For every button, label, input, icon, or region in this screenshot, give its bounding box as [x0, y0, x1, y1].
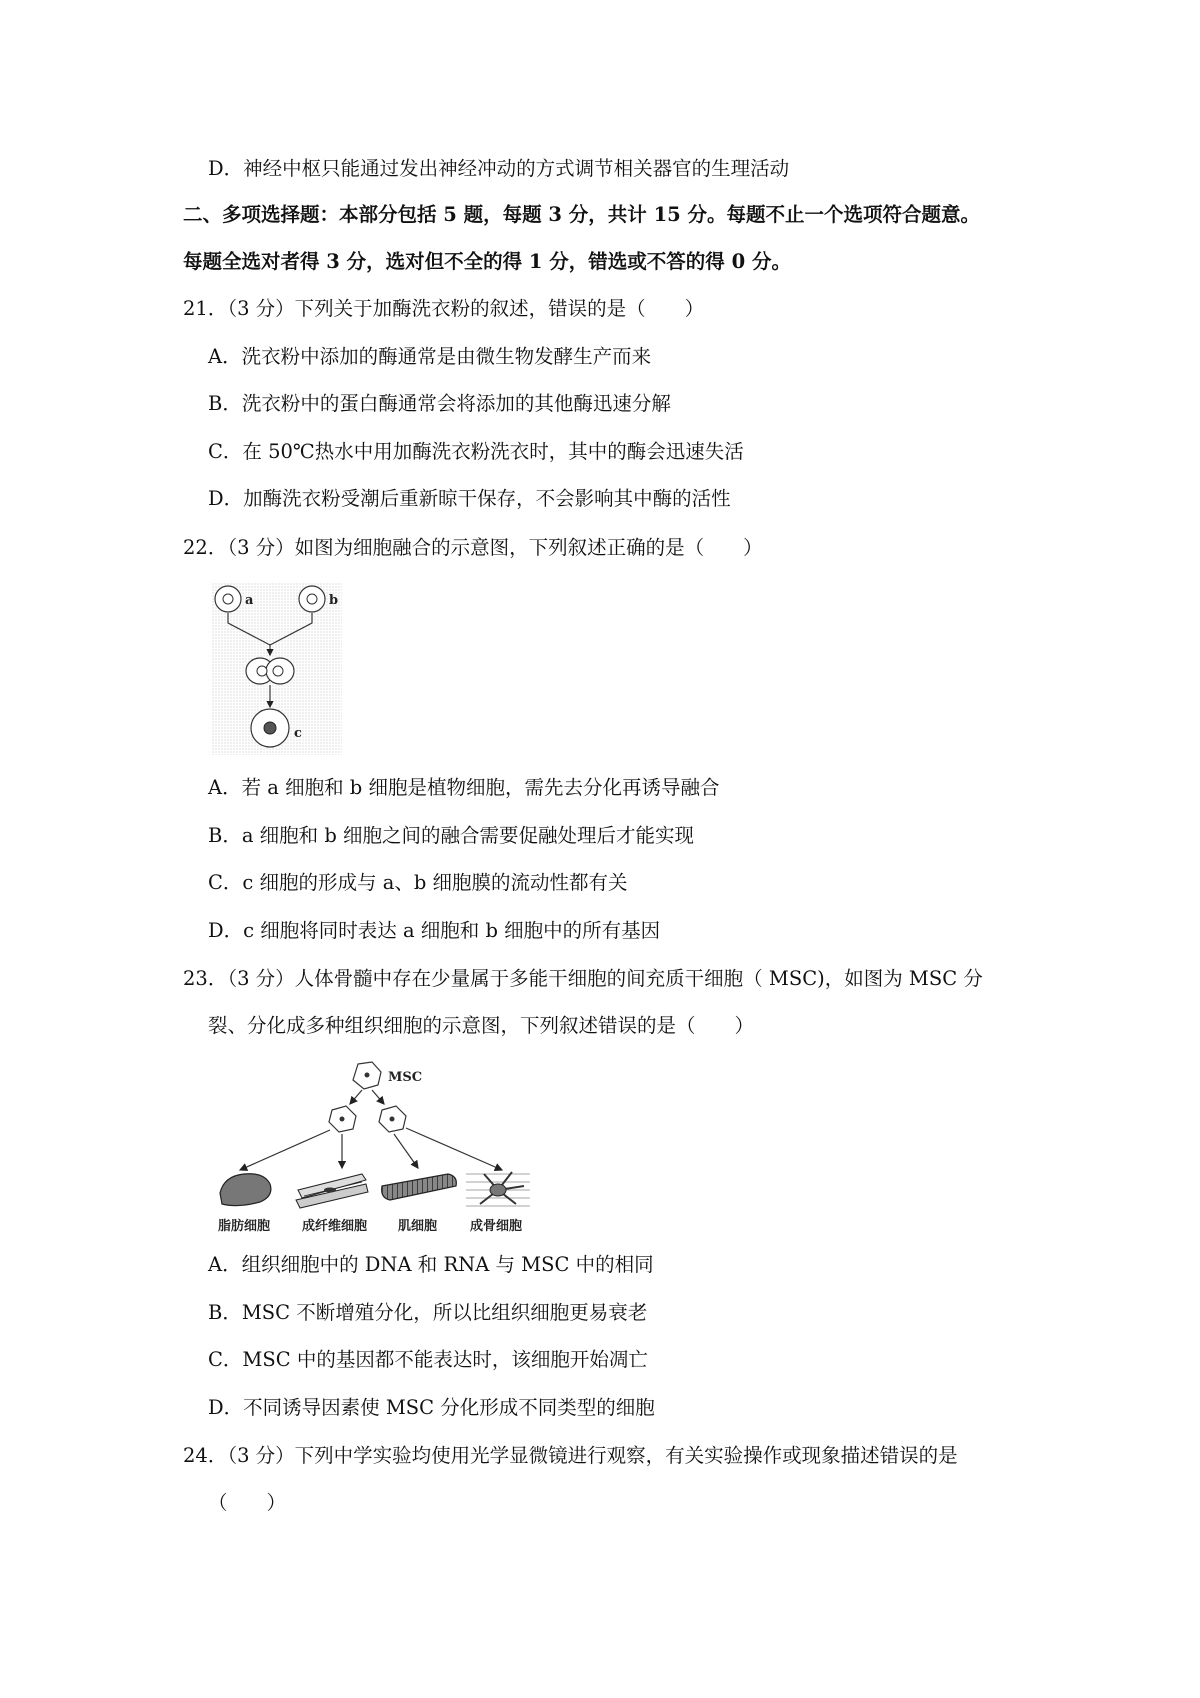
- question-23-option-d: D．不同诱导因素使 MSC 分化形成不同类型的细胞: [208, 1396, 655, 1419]
- cell-a: [215, 586, 241, 612]
- question-20-option-d: D．神经中枢只能通过发出神经冲动的方式调节相关器官的生理活动: [208, 157, 790, 180]
- fat-cell-drawing: [220, 1174, 271, 1206]
- question-23-stem-line2: 裂、分化成多种组织细胞的示意图，下列叙述错误的是（ ）: [208, 1014, 755, 1037]
- fat-cell-label: 脂肪细胞: [218, 1219, 271, 1234]
- bone-cell-drawing: [466, 1172, 530, 1206]
- muscle-cell-drawing: [382, 1174, 457, 1200]
- cell-c: [251, 709, 289, 747]
- msc-cell: [353, 1062, 381, 1089]
- question-24-stem-line1: 24．（3 分）下列中学实验均使用光学显微镜进行观察，有关实验操作或现象描述错误的是: [183, 1444, 958, 1467]
- question-21-option-b: B．洗衣粉中的蛋白酶通常会将添加的其他酶迅速分解: [208, 392, 671, 415]
- question-23-option-b: B．MSC 不断增殖分化，所以比组织细胞更易衰老: [208, 1301, 648, 1324]
- question-21-option-c: C．在 50℃热水中用加酶洗衣粉洗衣时，其中的酶会迅速失活: [208, 440, 744, 463]
- question-22-stem: 22．（3 分）如图为细胞融合的示意图，下列叙述正确的是（ ）: [183, 536, 763, 559]
- cell-c-label: c: [294, 726, 302, 741]
- question-24-stem-line2: （ ）: [208, 1491, 287, 1514]
- question-23-option-a: A．组织细胞中的 DNA 和 RNA 与 MSC 中的相同: [208, 1253, 654, 1276]
- cell-a-label: a: [245, 593, 254, 608]
- cell-fusion-figure: [212, 583, 342, 755]
- cell-b-label: b: [329, 593, 339, 608]
- fibroblast-label: 成纤维细胞: [302, 1219, 368, 1234]
- section-heading-line2: 每题全选对者得 3 分，选对但不全的得 1 分，错选或不答的得 0 分。: [183, 250, 791, 273]
- question-22-option-c: C．c 细胞的形成与 a、b 细胞膜的流动性都有关: [208, 871, 628, 894]
- fusing-cells: [246, 658, 294, 684]
- section-heading-line1: 二、多项选择题：本部分包括 5 题，每题 3 分，共计 15 分。每题不止一个选项符合题意。: [183, 203, 981, 226]
- question-22-option-a: A．若 a 细胞和 b 细胞是植物细胞，需先去分化再诱导融合: [208, 776, 720, 799]
- question-23-option-c: C．MSC 中的基因都不能表达时，该细胞开始凋亡: [208, 1348, 648, 1371]
- muscle-cell-label: 肌细胞: [398, 1219, 438, 1234]
- msc-label: MSC: [388, 1070, 423, 1085]
- fibroblast-drawing: [296, 1174, 368, 1208]
- bone-cell-label: 成骨细胞: [470, 1219, 523, 1234]
- daughter-cell-left: [329, 1106, 356, 1132]
- cell-b: [299, 586, 325, 612]
- question-21-option-d: D．加酶洗衣粉受潮后重新晾干保存，不会影响其中酶的活性: [208, 487, 731, 510]
- msc-differentiation-figure: [212, 1058, 562, 1234]
- question-21-option-a: A．洗衣粉中添加的酶通常是由微生物发酵生产而来: [208, 345, 652, 368]
- question-22-option-b: B．a 细胞和 b 细胞之间的融合需要促融处理后才能实现: [208, 824, 695, 847]
- question-23-stem-line1: 23．（3 分）人体骨髓中存在少量属于多能干细胞的间充质干细胞（ MSC)，如图为 MSC 分: [183, 967, 983, 990]
- question-21-stem: 21．（3 分）下列关于加酶洗衣粉的叙述，错误的是（ ）: [183, 297, 705, 320]
- question-22-option-d: D．c 细胞将同时表达 a 细胞和 b 细胞中的所有基因: [208, 919, 661, 942]
- daughter-cell-right: [379, 1106, 406, 1132]
